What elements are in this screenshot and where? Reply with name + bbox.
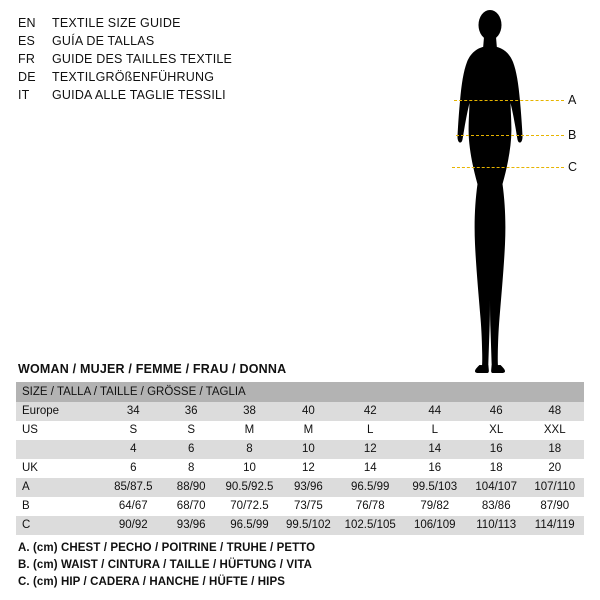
measurement-legend xyxy=(18,540,578,591)
cell: 6 xyxy=(104,459,162,478)
cell: 42 xyxy=(338,402,403,421)
cell: 114/119 xyxy=(525,516,584,535)
cell: L xyxy=(338,421,403,440)
cell: 18 xyxy=(525,440,584,459)
cell: 36 xyxy=(162,402,220,421)
cell: 93/96 xyxy=(162,516,220,535)
cell: 99.5/103 xyxy=(403,478,467,497)
table-row xyxy=(16,497,584,516)
cell: 107/110 xyxy=(525,478,584,497)
language-code: IT xyxy=(18,88,30,102)
row-label: C xyxy=(16,516,104,535)
cell: 44 xyxy=(403,402,467,421)
language-code: EN xyxy=(18,16,36,30)
language-text: TEXTILE SIZE GUIDE xyxy=(52,16,181,30)
row-label xyxy=(16,440,104,459)
cell: M xyxy=(220,421,279,440)
cell: 14 xyxy=(338,459,403,478)
language-text: GUIDE DES TAILLES TEXTILE xyxy=(52,52,233,66)
cell: XXL xyxy=(525,421,584,440)
cell: 48 xyxy=(525,402,584,421)
table-row xyxy=(16,516,584,535)
legend-waist: B. (cm) WAIST / CINTURA / TAILLE / HÜFTUNG / VITA xyxy=(18,559,313,571)
hip-measure-line xyxy=(452,167,564,168)
cell: M xyxy=(279,421,338,440)
cell: 6 xyxy=(162,440,220,459)
language-row xyxy=(18,68,318,86)
cell: 8 xyxy=(162,459,220,478)
cell: 64/67 xyxy=(104,497,162,516)
cell: 88/90 xyxy=(162,478,220,497)
size-table xyxy=(16,382,584,535)
cell: S xyxy=(162,421,220,440)
cell: 96.5/99 xyxy=(220,516,279,535)
waist-measure-label: B xyxy=(568,128,577,142)
cell: 99.5/102 xyxy=(279,516,338,535)
language-row xyxy=(18,14,318,32)
cell: 87/90 xyxy=(525,497,584,516)
row-label: UK xyxy=(16,459,104,478)
waist-measure-line xyxy=(456,135,564,136)
legend-hip: C. (cm) HIP / CADERA / HANCHE / HÜFTE / HIPS xyxy=(18,576,286,588)
row-label: A xyxy=(16,478,104,497)
cell: 73/75 xyxy=(279,497,338,516)
row-label: B xyxy=(16,497,104,516)
language-row xyxy=(18,32,318,50)
table-row xyxy=(16,440,584,459)
cell: 70/72.5 xyxy=(220,497,279,516)
cell: 34 xyxy=(104,402,162,421)
row-label: Europe xyxy=(16,402,104,421)
chest-measure-line xyxy=(454,100,564,101)
language-text: GUIDA ALLE TAGLIE TESSILI xyxy=(52,88,226,102)
cell: 20 xyxy=(525,459,584,478)
cell: 76/78 xyxy=(338,497,403,516)
cell: 16 xyxy=(403,459,467,478)
female-silhouette-icon xyxy=(430,8,550,378)
table-caption: WOMAN / MUJER / FEMME / FRAU / DONNA xyxy=(18,362,287,376)
language-row xyxy=(18,50,318,68)
language-code: ES xyxy=(18,34,36,48)
cell: 96.5/99 xyxy=(338,478,403,497)
legend-chest: A. (cm) CHEST / PECHO / POITRINE / TRUHE / PETTO xyxy=(18,542,316,554)
cell: 18 xyxy=(467,459,526,478)
cell: 106/109 xyxy=(403,516,467,535)
cell: 102.5/105 xyxy=(338,516,403,535)
cell: XL xyxy=(467,421,526,440)
row-label: US xyxy=(16,421,104,440)
cell: 83/86 xyxy=(467,497,526,516)
chest-measure-label: A xyxy=(568,93,577,107)
cell: 4 xyxy=(104,440,162,459)
table-row xyxy=(16,402,584,421)
cell: L xyxy=(403,421,467,440)
language-code: FR xyxy=(18,52,36,66)
hip-measure-label: C xyxy=(568,160,578,174)
language-text: GUÍA DE TALLAS xyxy=(52,34,155,48)
language-row xyxy=(18,86,318,104)
cell: 46 xyxy=(467,402,526,421)
cell: 8 xyxy=(220,440,279,459)
cell: 16 xyxy=(467,440,526,459)
cell: 104/107 xyxy=(467,478,526,497)
cell: 68/70 xyxy=(162,497,220,516)
cell: S xyxy=(104,421,162,440)
cell: 40 xyxy=(279,402,338,421)
cell: 10 xyxy=(220,459,279,478)
female-body-figure xyxy=(400,8,595,378)
table-row xyxy=(16,478,584,497)
cell: 90.5/92.5 xyxy=(220,478,279,497)
cell: 93/96 xyxy=(279,478,338,497)
cell: 12 xyxy=(338,440,403,459)
language-title-block xyxy=(18,14,318,104)
table-row xyxy=(16,459,584,478)
cell: 38 xyxy=(220,402,279,421)
table-row xyxy=(16,421,584,440)
cell: 79/82 xyxy=(403,497,467,516)
table-header-row xyxy=(16,382,584,402)
cell: 12 xyxy=(279,459,338,478)
cell: 110/113 xyxy=(467,516,526,535)
cell: 85/87.5 xyxy=(104,478,162,497)
cell: 10 xyxy=(279,440,338,459)
language-code: DE xyxy=(18,70,36,84)
cell: 14 xyxy=(403,440,467,459)
cell: 90/92 xyxy=(104,516,162,535)
table-header-label: SIZE / TALLA / TAILLE / GRÖSSE / TAGLIA xyxy=(16,382,584,402)
language-text: TEXTILGRÖßENFÜHRUNG xyxy=(52,70,215,84)
